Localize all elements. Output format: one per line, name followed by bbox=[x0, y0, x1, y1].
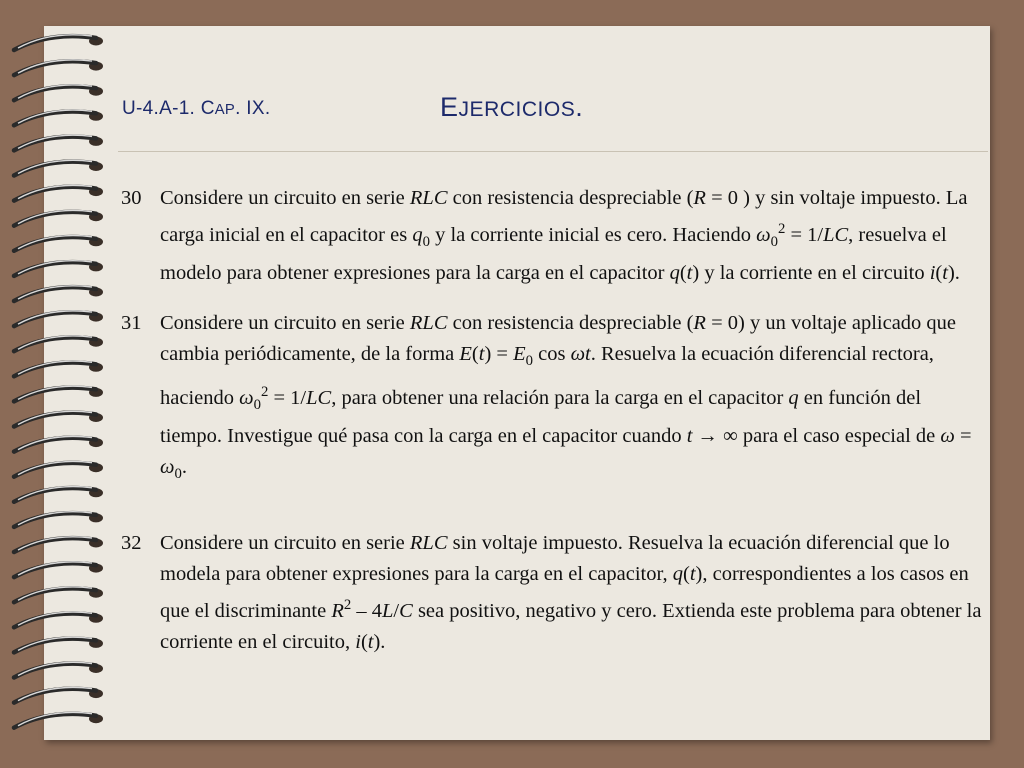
binding-ring bbox=[14, 587, 103, 602]
problem-list bbox=[118, 183, 988, 658]
text-run: R bbox=[693, 187, 706, 209]
text-run: t bbox=[686, 261, 693, 284]
text-run: ω bbox=[160, 455, 175, 478]
binding-ring bbox=[14, 236, 103, 251]
text-run: ωt bbox=[570, 342, 591, 365]
text-run: 0 bbox=[525, 353, 533, 370]
text-run: R bbox=[693, 311, 706, 334]
text-run: t bbox=[367, 630, 374, 653]
text-run: Considere un circuito en serie bbox=[160, 532, 410, 555]
text-run: t bbox=[689, 563, 696, 586]
binding-ring bbox=[14, 436, 103, 451]
text-run: RLC bbox=[409, 187, 448, 209]
text-run: LC bbox=[823, 223, 849, 246]
text-run: = 1/ bbox=[785, 223, 824, 246]
text-run: = 0) y un voltaje aplicado que cambia periódicamente, de la forma bbox=[160, 311, 957, 365]
text-run: RLC bbox=[409, 532, 448, 555]
problem-number: 31 bbox=[121, 311, 142, 334]
text-run: 2 bbox=[343, 597, 352, 614]
problem-30 bbox=[118, 183, 988, 289]
text-run: = bbox=[954, 424, 972, 447]
text-run: = 1/ bbox=[268, 386, 307, 409]
binding-ring bbox=[14, 286, 103, 301]
text-run: 0 bbox=[422, 233, 430, 250]
header-divider bbox=[118, 151, 988, 152]
text-run: t bbox=[942, 261, 948, 284]
binding-ring bbox=[14, 361, 103, 376]
binding-ring bbox=[14, 712, 103, 727]
binding-ring bbox=[14, 210, 103, 225]
binding-ring bbox=[14, 336, 103, 351]
text-run: , resuelva el modelo para obtener expresiones para la carga en el capacitor bbox=[160, 223, 947, 284]
text-run: ω bbox=[940, 424, 955, 447]
text-run: ω bbox=[756, 223, 771, 246]
text-run: ). bbox=[373, 630, 386, 653]
binding-ring bbox=[14, 687, 103, 702]
page-title: EJERCICIOS. bbox=[440, 92, 584, 122]
spiral-binding bbox=[0, 0, 130, 768]
text-run: / bbox=[393, 599, 400, 622]
binding-ring bbox=[14, 537, 103, 552]
text-run: E bbox=[513, 342, 526, 365]
text-run: cos bbox=[533, 342, 571, 365]
text-run: E bbox=[459, 342, 472, 365]
text-run: = 0 ) y sin voltaje impuesto. La carga inicial en el capacitor es bbox=[160, 187, 968, 246]
chapter-code: U-4.A-1. CAP. IX. bbox=[122, 98, 271, 119]
problem-text bbox=[160, 528, 988, 658]
text-run: sea positivo, negativo y cero. Extienda este problema para obtener la corriente en el circuito, bbox=[160, 599, 982, 653]
text-run: con resistencia despreciable ( bbox=[447, 187, 694, 209]
binding-ring bbox=[14, 185, 103, 200]
problem-32 bbox=[118, 528, 988, 658]
problem-number: 30 bbox=[121, 187, 142, 209]
text-run: R bbox=[331, 599, 344, 622]
problem-number: 32 bbox=[121, 532, 142, 555]
text-run: ( bbox=[935, 261, 943, 284]
text-run: sin voltaje impuesto. Resuelva la ecuación diferencial que lo modela para obtener expresiones para la carga en el capacitor, bbox=[160, 532, 950, 586]
text-run: ) = bbox=[484, 342, 514, 365]
text-run: 0 bbox=[174, 466, 182, 483]
binding-ring bbox=[14, 612, 103, 627]
text-run: en función del tiempo. Investigue qué pasa con la carga en el capacitor cuando bbox=[160, 386, 922, 447]
text-run: q bbox=[669, 261, 680, 284]
text-run: ( bbox=[679, 261, 687, 284]
problem-text bbox=[160, 308, 988, 490]
text-run: → ∞ para el caso especial de bbox=[692, 424, 941, 447]
text-run: – 4 bbox=[351, 599, 383, 622]
binding-ring bbox=[14, 85, 103, 100]
problem-31 bbox=[118, 308, 988, 490]
text-run: 2 bbox=[260, 384, 269, 401]
text-run: 2 bbox=[777, 221, 786, 237]
text-run: Considere un circuito en serie bbox=[160, 187, 410, 209]
text-run: y la corriente inicial es cero. Haciendo bbox=[429, 223, 757, 246]
binding-ring bbox=[14, 637, 103, 652]
binding-ring bbox=[14, 562, 103, 577]
binding-ring bbox=[14, 512, 103, 527]
text-run: . Resuelva la ecuación diferencial rectora, haciendo bbox=[160, 342, 934, 409]
text-run: LC bbox=[306, 386, 332, 409]
binding-ring bbox=[14, 311, 103, 326]
binding-ring bbox=[14, 411, 103, 426]
text-run: . bbox=[181, 455, 187, 478]
slide-header bbox=[122, 92, 982, 132]
text-run: q bbox=[672, 563, 683, 586]
binding-ring bbox=[14, 487, 103, 502]
text-run: q bbox=[412, 223, 423, 246]
text-run: t bbox=[478, 342, 485, 365]
binding-ring bbox=[14, 386, 103, 401]
text-run: , para obtener una relación para la carga en el capacitor bbox=[331, 386, 789, 409]
text-run: ( bbox=[360, 630, 368, 653]
problem-text bbox=[160, 183, 988, 289]
binding-ring bbox=[14, 662, 103, 677]
binding-ring bbox=[14, 461, 103, 476]
binding-ring bbox=[14, 160, 103, 175]
text-run: t bbox=[686, 424, 693, 447]
text-run: ). bbox=[947, 261, 960, 284]
binding-ring bbox=[14, 261, 103, 276]
text-run: ω bbox=[239, 386, 254, 409]
text-run: 0 bbox=[770, 233, 778, 250]
text-run: i bbox=[929, 261, 936, 284]
text-run: L bbox=[382, 599, 394, 622]
text-run: RLC bbox=[409, 311, 448, 334]
text-run: ) y la corriente en el circuito bbox=[692, 261, 930, 284]
text-run: ( bbox=[471, 342, 479, 365]
binding-ring bbox=[14, 135, 103, 150]
text-run: Considere un circuito en serie bbox=[160, 311, 410, 334]
text-run: ( bbox=[683, 563, 690, 586]
text-run: C bbox=[399, 599, 413, 622]
text-run: con resistencia despreciable ( bbox=[447, 311, 694, 334]
text-run: q bbox=[788, 386, 799, 409]
text-run: ), correspondientes a los casos en que el discriminante bbox=[160, 563, 969, 622]
text-run: 0 bbox=[253, 396, 261, 413]
binding-ring bbox=[14, 110, 103, 125]
text-run: i bbox=[355, 630, 361, 653]
binding-ring bbox=[14, 60, 103, 75]
binding-ring bbox=[14, 35, 103, 50]
